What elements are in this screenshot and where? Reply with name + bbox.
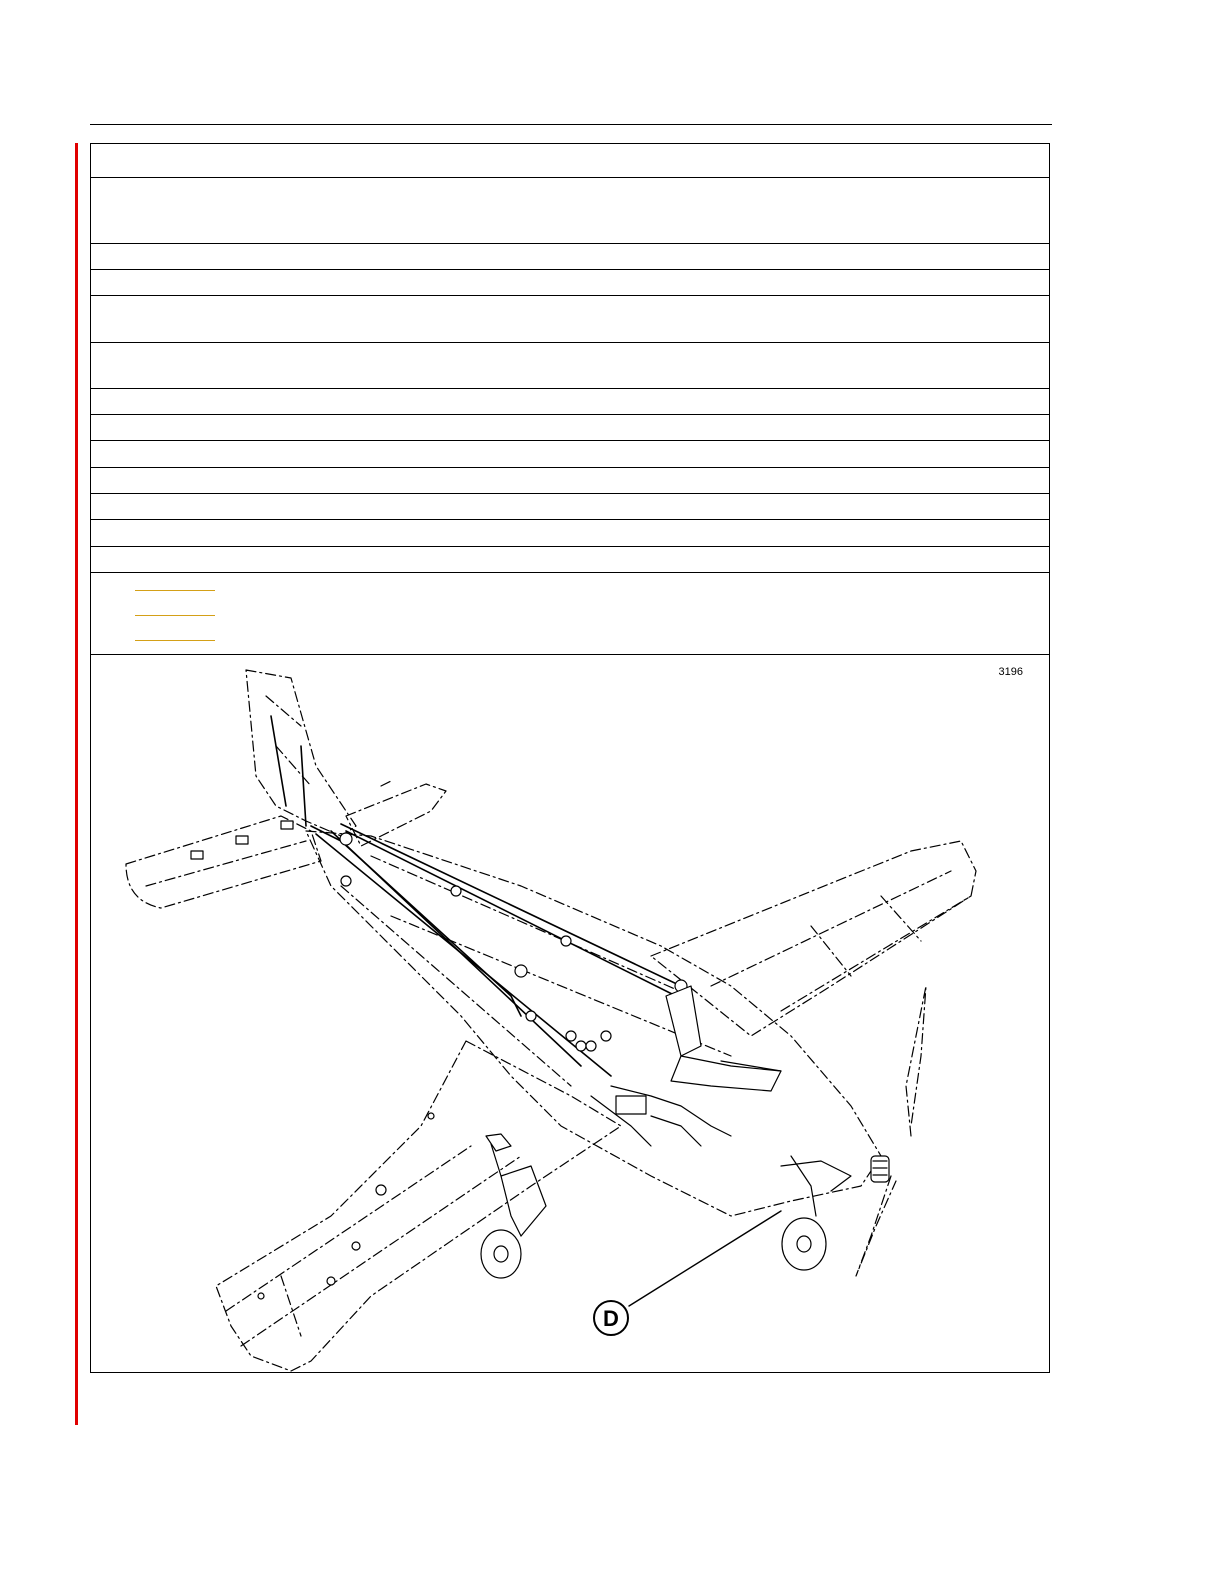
table-row	[91, 269, 1049, 270]
table-row	[91, 467, 1049, 468]
table-row	[91, 546, 1049, 547]
change-bar	[75, 143, 78, 1425]
aircraft-illustration	[91, 656, 1049, 1372]
table-row	[91, 654, 1049, 655]
callout-leader	[629, 1211, 781, 1306]
table-row	[91, 519, 1049, 520]
reference-link-2[interactable]	[135, 615, 215, 616]
reference-link-3[interactable]	[135, 640, 215, 641]
left-main-gear	[481, 1134, 546, 1278]
left-stabilizer	[126, 816, 321, 908]
callout-label: D	[603, 1306, 619, 1331]
table-row	[91, 177, 1049, 178]
table-row	[91, 243, 1049, 244]
figure-number: 3196	[998, 666, 1023, 678]
reference-link-1[interactable]	[135, 590, 215, 591]
left-wing	[216, 1041, 621, 1371]
table-row	[91, 572, 1049, 573]
table-row	[91, 342, 1049, 343]
header-rule	[90, 124, 1052, 125]
right-main-gear	[781, 1156, 851, 1270]
table-row	[91, 388, 1049, 389]
table-row	[91, 414, 1049, 415]
table-row	[91, 440, 1049, 441]
right-stabilizer	[346, 781, 446, 846]
table-row	[91, 295, 1049, 296]
right-wing	[651, 841, 976, 1036]
table-row	[91, 493, 1049, 494]
control-cables	[271, 716, 681, 1076]
content-frame	[90, 143, 1050, 1373]
